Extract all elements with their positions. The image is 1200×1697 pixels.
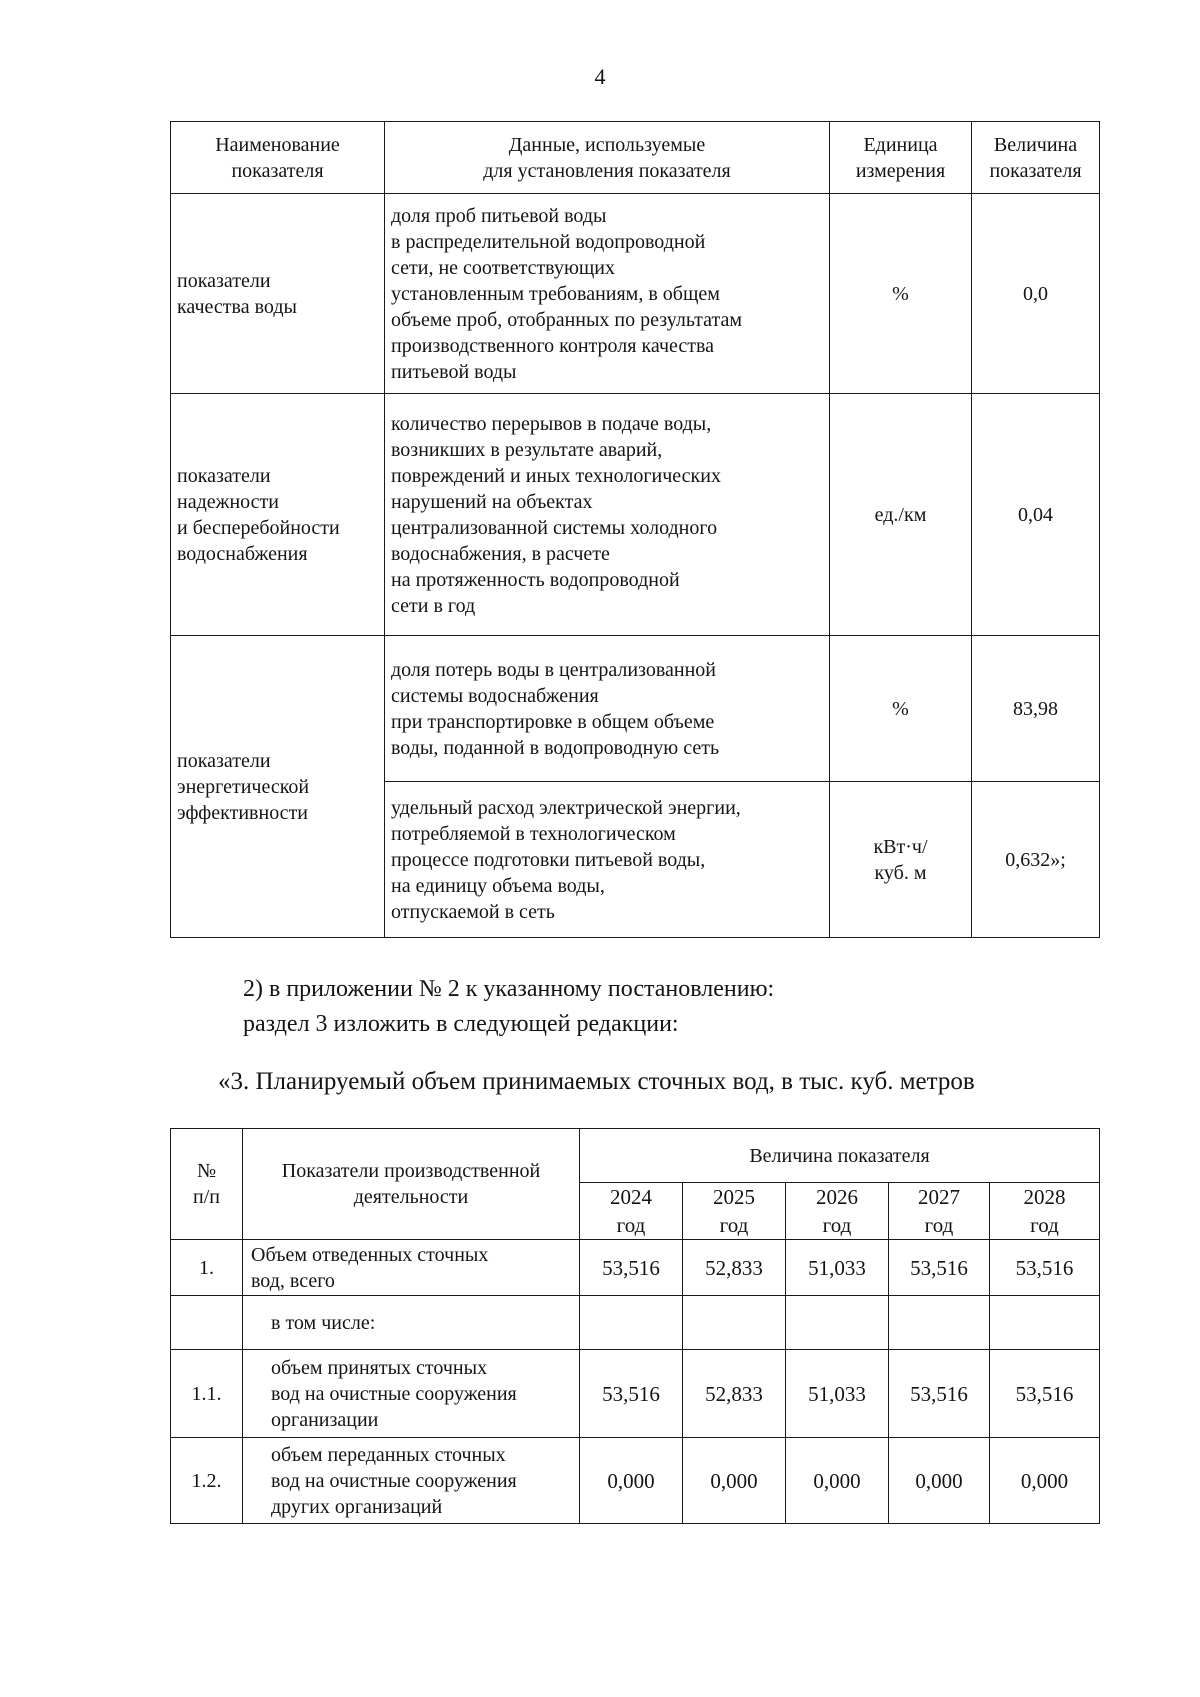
indicator-unit: % xyxy=(830,636,972,782)
row-number: 1. xyxy=(171,1240,243,1296)
row-value: 53,516 xyxy=(889,1240,990,1296)
row-value: 53,516 xyxy=(990,1350,1100,1438)
row-indicator: в том числе: xyxy=(243,1296,580,1350)
row-indicator: Объем отведенных сточных вод, всего xyxy=(243,1240,580,1296)
indicator-description: количество перерывов в подаче воды, возникших в результате аварий, повреждений и иных технологических нарушений на объектах централизованной системы холодного водоснабжения, в расчете на протяженность водопроводной сети в год xyxy=(385,394,830,636)
row-value: 0,000 xyxy=(683,1438,786,1524)
table-row xyxy=(171,194,1100,394)
table-header-row xyxy=(171,1129,1100,1183)
indicator-unit: % xyxy=(830,194,972,394)
indicator-value: 0,632»; xyxy=(972,782,1100,938)
header-value-group: Величина показателя xyxy=(580,1129,1100,1183)
row-indicator: объем принятых сточных вод на очистные сооружения организации xyxy=(243,1350,580,1438)
indicator-description: удельный расход электрической энергии, потребляемой в технологическом процессе подготовки питьевой воды, на единицу объема воды, отпускаемой в сеть xyxy=(385,782,830,938)
row-value xyxy=(580,1296,683,1350)
header-data: Данные, используемые для установления показателя xyxy=(385,122,830,194)
indicator-value: 0,0 xyxy=(972,194,1100,394)
amendment-paragraph: раздел 3 изложить в следующей редакции: xyxy=(243,1011,679,1037)
header-year: 2025 год xyxy=(683,1183,786,1240)
page-number: 4 xyxy=(594,64,606,89)
header-year: 2026 год xyxy=(786,1183,889,1240)
indicators-table xyxy=(170,121,1100,938)
amendment-paragraph: 2) в приложении № 2 к указанному постановлению: xyxy=(243,976,775,1002)
indicator-value: 83,98 xyxy=(972,636,1100,782)
table-row xyxy=(171,1350,1100,1438)
indicator-name: показатели надежности и бесперебойности водоснабжения xyxy=(171,394,385,636)
indicator-unit: ед./км xyxy=(830,394,972,636)
row-value xyxy=(990,1296,1100,1350)
header-num: № п/п xyxy=(171,1129,243,1240)
row-value xyxy=(786,1296,889,1350)
row-value: 53,516 xyxy=(580,1240,683,1296)
indicator-name: показатели качества воды xyxy=(171,194,385,394)
row-value: 52,833 xyxy=(683,1240,786,1296)
row-value: 51,033 xyxy=(786,1240,889,1296)
row-number: 1.2. xyxy=(171,1438,243,1524)
header-year: 2024 год xyxy=(580,1183,683,1240)
row-number xyxy=(171,1296,243,1350)
section-heading: «3. Планируемый объем принимаемых сточных вод, в тыс. куб. метров xyxy=(218,1068,975,1095)
row-value: 51,033 xyxy=(786,1350,889,1438)
indicator-description: доля проб питьевой воды в распределительной водопроводной сети, не соответствующих установленным требованиям, в общем объеме проб, отобранных по результатам производственного контроля качества питьевой воды xyxy=(385,194,830,394)
row-value: 52,833 xyxy=(683,1350,786,1438)
table-row xyxy=(171,1296,1100,1350)
indicator-description: доля потерь воды в централизованной системы водоснабжения при транспортировке в общем объеме воды, поданной в водопроводную сеть xyxy=(385,636,830,782)
row-value: 53,516 xyxy=(889,1350,990,1438)
row-value: 0,000 xyxy=(889,1438,990,1524)
indicator-unit: кВт·ч/ куб. м xyxy=(830,782,972,938)
table-row xyxy=(171,1240,1100,1296)
indicator-value: 0,04 xyxy=(972,394,1100,636)
row-value: 0,000 xyxy=(786,1438,889,1524)
row-value: 0,000 xyxy=(580,1438,683,1524)
header-year: 2028 год xyxy=(990,1183,1100,1240)
table-header-row xyxy=(171,122,1100,194)
table-row xyxy=(171,1438,1100,1524)
table-row xyxy=(171,394,1100,636)
row-value xyxy=(683,1296,786,1350)
header-value: Величина показателя xyxy=(972,122,1100,194)
header-name: Наименование показателя xyxy=(171,122,385,194)
row-number: 1.1. xyxy=(171,1350,243,1438)
table-row xyxy=(171,636,1100,782)
header-year: 2027 год xyxy=(889,1183,990,1240)
row-value: 53,516 xyxy=(990,1240,1100,1296)
row-indicator: объем переданных сточных вод на очистные сооружения других организаций xyxy=(243,1438,580,1524)
wastewater-table xyxy=(170,1128,1100,1524)
indicator-name: показатели энергетической эффективности xyxy=(171,636,385,938)
row-value: 53,516 xyxy=(580,1350,683,1438)
header-unit: Единица измерения xyxy=(830,122,972,194)
row-value: 0,000 xyxy=(990,1438,1100,1524)
row-value xyxy=(889,1296,990,1350)
header-indicator: Показатели производственной деятельности xyxy=(243,1129,580,1240)
